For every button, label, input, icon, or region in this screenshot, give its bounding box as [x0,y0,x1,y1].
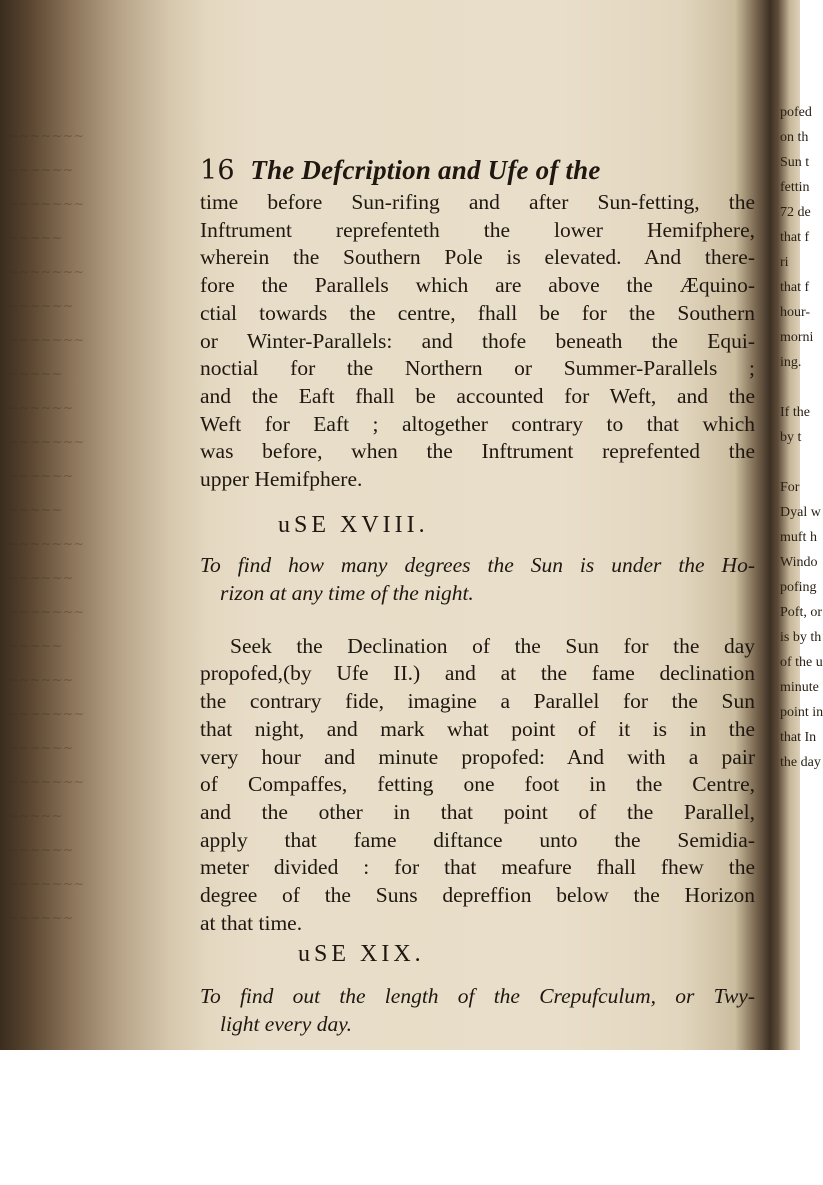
text-line: Weft for Eaft ; altogether contrary to that which [200,411,755,436]
facing-page-fragment [780,375,810,400]
facing-page-fragment: on th [780,130,809,145]
facing-page-fragment: by t [780,430,802,445]
text-line: light every day. [220,1012,352,1037]
facing-page-fragment: Dyal w [780,505,821,520]
running-head [200,155,755,189]
facing-page-fragment: minute [780,680,819,695]
text-line: To find out the length of the Crepufculum, or Twy- [200,984,755,1009]
facing-page-fragment: that f [780,230,810,245]
section-heading-19: uSE XIX. [298,941,425,968]
text-line: the contrary fide, imagine a Parallel for the Sun [200,689,755,714]
facing-page-fragment: If the [780,405,810,420]
text-line: Inftrument reprefenteth the lower Hemifphere, [200,217,755,242]
facing-page-edge [780,100,823,775]
facing-page-fragment: is by th [780,630,822,645]
left-page-bleed: ~~~~~~~ ~~~~~~ ~~~~~~~ ~~~~~ ~~~~~~~ ~~~~~~ ~~~~~~~ ~~~~~ ~~~~~~ ~~~~~~~ ~~~~~~ ~~~~~ ~~~~~~~ ~~~~~~ ~~~~~~~ ~~~~~ ~~~~~~ ~~~~~~~ ~~~~~~ ~~~~~~~ ~~~~~ ~~~~~~ ~~~~~~~ ~~~~~~ [8,129,85,926]
page-number: 16 [200,155,235,186]
facing-page-fragment: morni [780,330,814,345]
facing-page-fragment [780,450,810,475]
text-line: propofed,(by Ufe II.) and at the fame declination [200,661,755,686]
facing-page-fragment: of the u [780,655,823,670]
facing-page-fragment: ing. [780,355,802,370]
facing-page-fragment: that In [780,730,817,745]
text-line: at that time. [200,910,303,935]
text-line: Seek the Declination of the Sun for the day [230,633,755,658]
facing-page-fragment: Sun t [780,155,810,170]
facing-page-fragment: ri [780,255,789,270]
text-line: or Winter-Parallels: and thofe beneath the Equi- [200,328,755,353]
text-line: ctial towards the centre, fhall be for the Southern [200,300,755,325]
text-line: very hour and minute propofed: And with a pair [200,744,755,769]
text-line: and the other in that point of the Parallel, [200,799,755,824]
facing-page-fragment: hour- [780,305,811,320]
section-heading-18: uSE XVIII. [278,511,429,538]
section-text-18 [200,633,755,938]
facing-page-fragment: pofing [780,580,817,595]
text-line: To find how many degrees the Sun is under the Ho- [200,552,755,577]
facing-page-fragment: For [780,480,800,495]
text-line: was before, when the Inftrument reprefented the [200,439,755,464]
text-line: meter divided : for that meafure fhall fhew the [200,855,755,880]
facing-page-fragment: Windo [780,555,818,570]
blank-margin [0,1050,800,1185]
intro-paragraph [200,189,755,494]
facing-page-fragment: pofed [780,105,812,120]
facing-page-fragment: fettin [780,180,810,195]
facing-page-fragment: point in [780,705,823,720]
text-line: of Compaffes, fetting one foot in the Centre, [200,772,755,797]
facing-page-fragment: Poft, or [780,605,822,620]
facing-page-fragment: 72 de [780,205,811,220]
facing-page-fragment: that f [780,280,810,295]
text-line: wherein the Southern Pole is elevated. And there- [200,245,755,270]
facing-page-fragment: muft h [780,530,817,545]
text-line: upper Hemifphere. [200,467,363,492]
text-line: degree of the Suns depreffion below the Horizon [200,883,755,908]
problem-statement-19 [200,982,755,1038]
text-line: apply that fame diftance unto the Semidia- [200,827,755,852]
text-line: noctial for the Northern or Summer-Parallels ; [200,356,755,381]
text-line: and the Eaft fhall be accounted for Weft, and the [200,383,755,408]
book-page [200,155,755,1118]
problem-statement-18 [200,551,755,607]
text-line: fore the Parallels which are above the Æquino- [200,273,755,298]
text-line: time before Sun-rifing and after Sun-fetting, the [200,190,755,214]
text-line: that night, and mark what point of it is in the [200,716,755,741]
text-line: rizon at any time of the night. [220,580,474,605]
running-title: The Defcription and Ufe of the [250,155,601,185]
facing-page-fragment: the day [780,755,821,770]
